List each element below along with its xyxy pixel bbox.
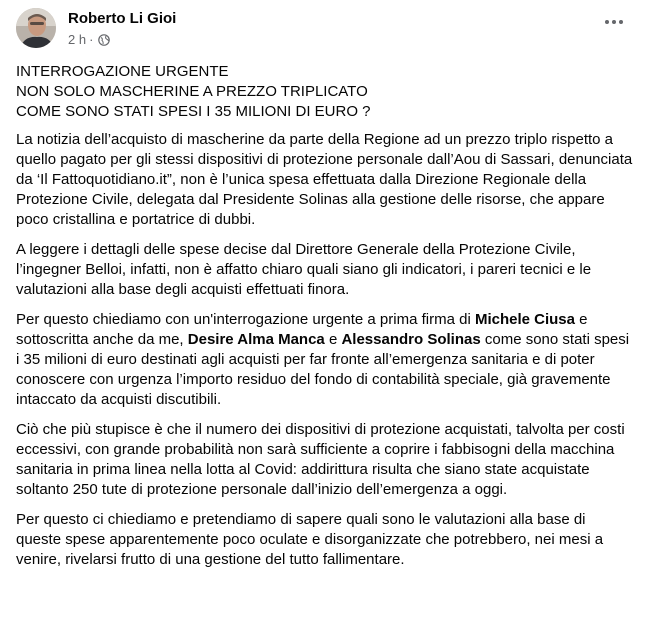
avatar[interactable] [16,8,56,48]
text: come sono stati spesi i 35 milioni di euro destinati agli acquisti per far fronte all’emergenza sanitaria e di poter conoscere con urgenza l’importo residuo del fondo di contabilità speciale, già gravemente intaccato da acquisti discutibili. [16,331,630,408]
meta-separator: · [89,32,94,47]
post-title [16,62,634,122]
more-horizontal-icon[interactable] [600,12,628,32]
mention-michele-ciusa[interactable]: Michele Ciusa [474,311,575,328]
paragraph-4: Ciò che più stupisce è che il numero dei dispositivi di protezione acquistati, talvolta per costi eccessivi, con grande probabilità non sarà sufficiente a coprire i fabbisogni della macchina sanitaria in prima linea nella lotta al Covid: addirittura risulta che siano state acquistate soltanto 250 tute di protezione personale dall’inizio dell’emergenza a oggi. [16,421,625,498]
text: e sottoscritta anche da me, [16,311,588,348]
post-meta [68,32,110,47]
post-body [16,62,634,580]
title-line: COME SONO STATI SPESI I 35 MILIONI DI EURO ? [16,103,371,120]
globe-icon[interactable] [98,34,110,46]
paragraph-1: La notizia dell’acquisto di mascherine da parte della Regione ad un prezzo triplo rispetto a quello pagato per gli stessi dispositivi di protezione personale dall’Aou di Sassari, denunciata da ‘Il Fattoquotidiano.it”, non è l’unica spesa effettuata dalla Direzione Regionale della Protezione Civile, delegata dal Presidente Solinas alla gestione delle risorse, che appare poco cristallina e portatrice di dubbi. [16,131,633,228]
post-time[interactable]: 2 h [68,32,87,47]
profile-photo [16,8,56,48]
title-line: INTERROGAZIONE URGENTE [16,63,229,80]
author-name[interactable]: Roberto Li Gioi [68,10,177,27]
text: e [324,331,342,348]
mention-alessandro-solinas[interactable]: Alessandro Solinas [341,331,481,348]
title-line: NON SOLO MASCHERINE A PREZZO TRIPLICATO [16,83,368,100]
paragraph-2: A leggere i dettagli delle spese decise dal Direttore Generale della Protezione Civile, l’ingegner Belloi, infatti, non è affatto chiaro quali siano gli indicatori, i pareri tecnici e le valutazioni alla base degli acquisti effettuati finora. [16,241,592,298]
mention-desire-alma-manca[interactable]: Desire Alma Manca [187,331,325,348]
paragraph-3 [16,310,634,410]
text: Per questo chiediamo con un'interrogazione urgente a prima firma di [16,311,475,328]
paragraph-5: Per questo ci chiediamo e pretendiamo di sapere quali sono le valutazioni alla base di queste spese apparentemente poco oculate e disorganizzate che potrebbero, nei mesi a venire, rivelarsi frutto di una gestione del tutto fallimentare. [16,511,604,568]
post-header [16,8,632,56]
